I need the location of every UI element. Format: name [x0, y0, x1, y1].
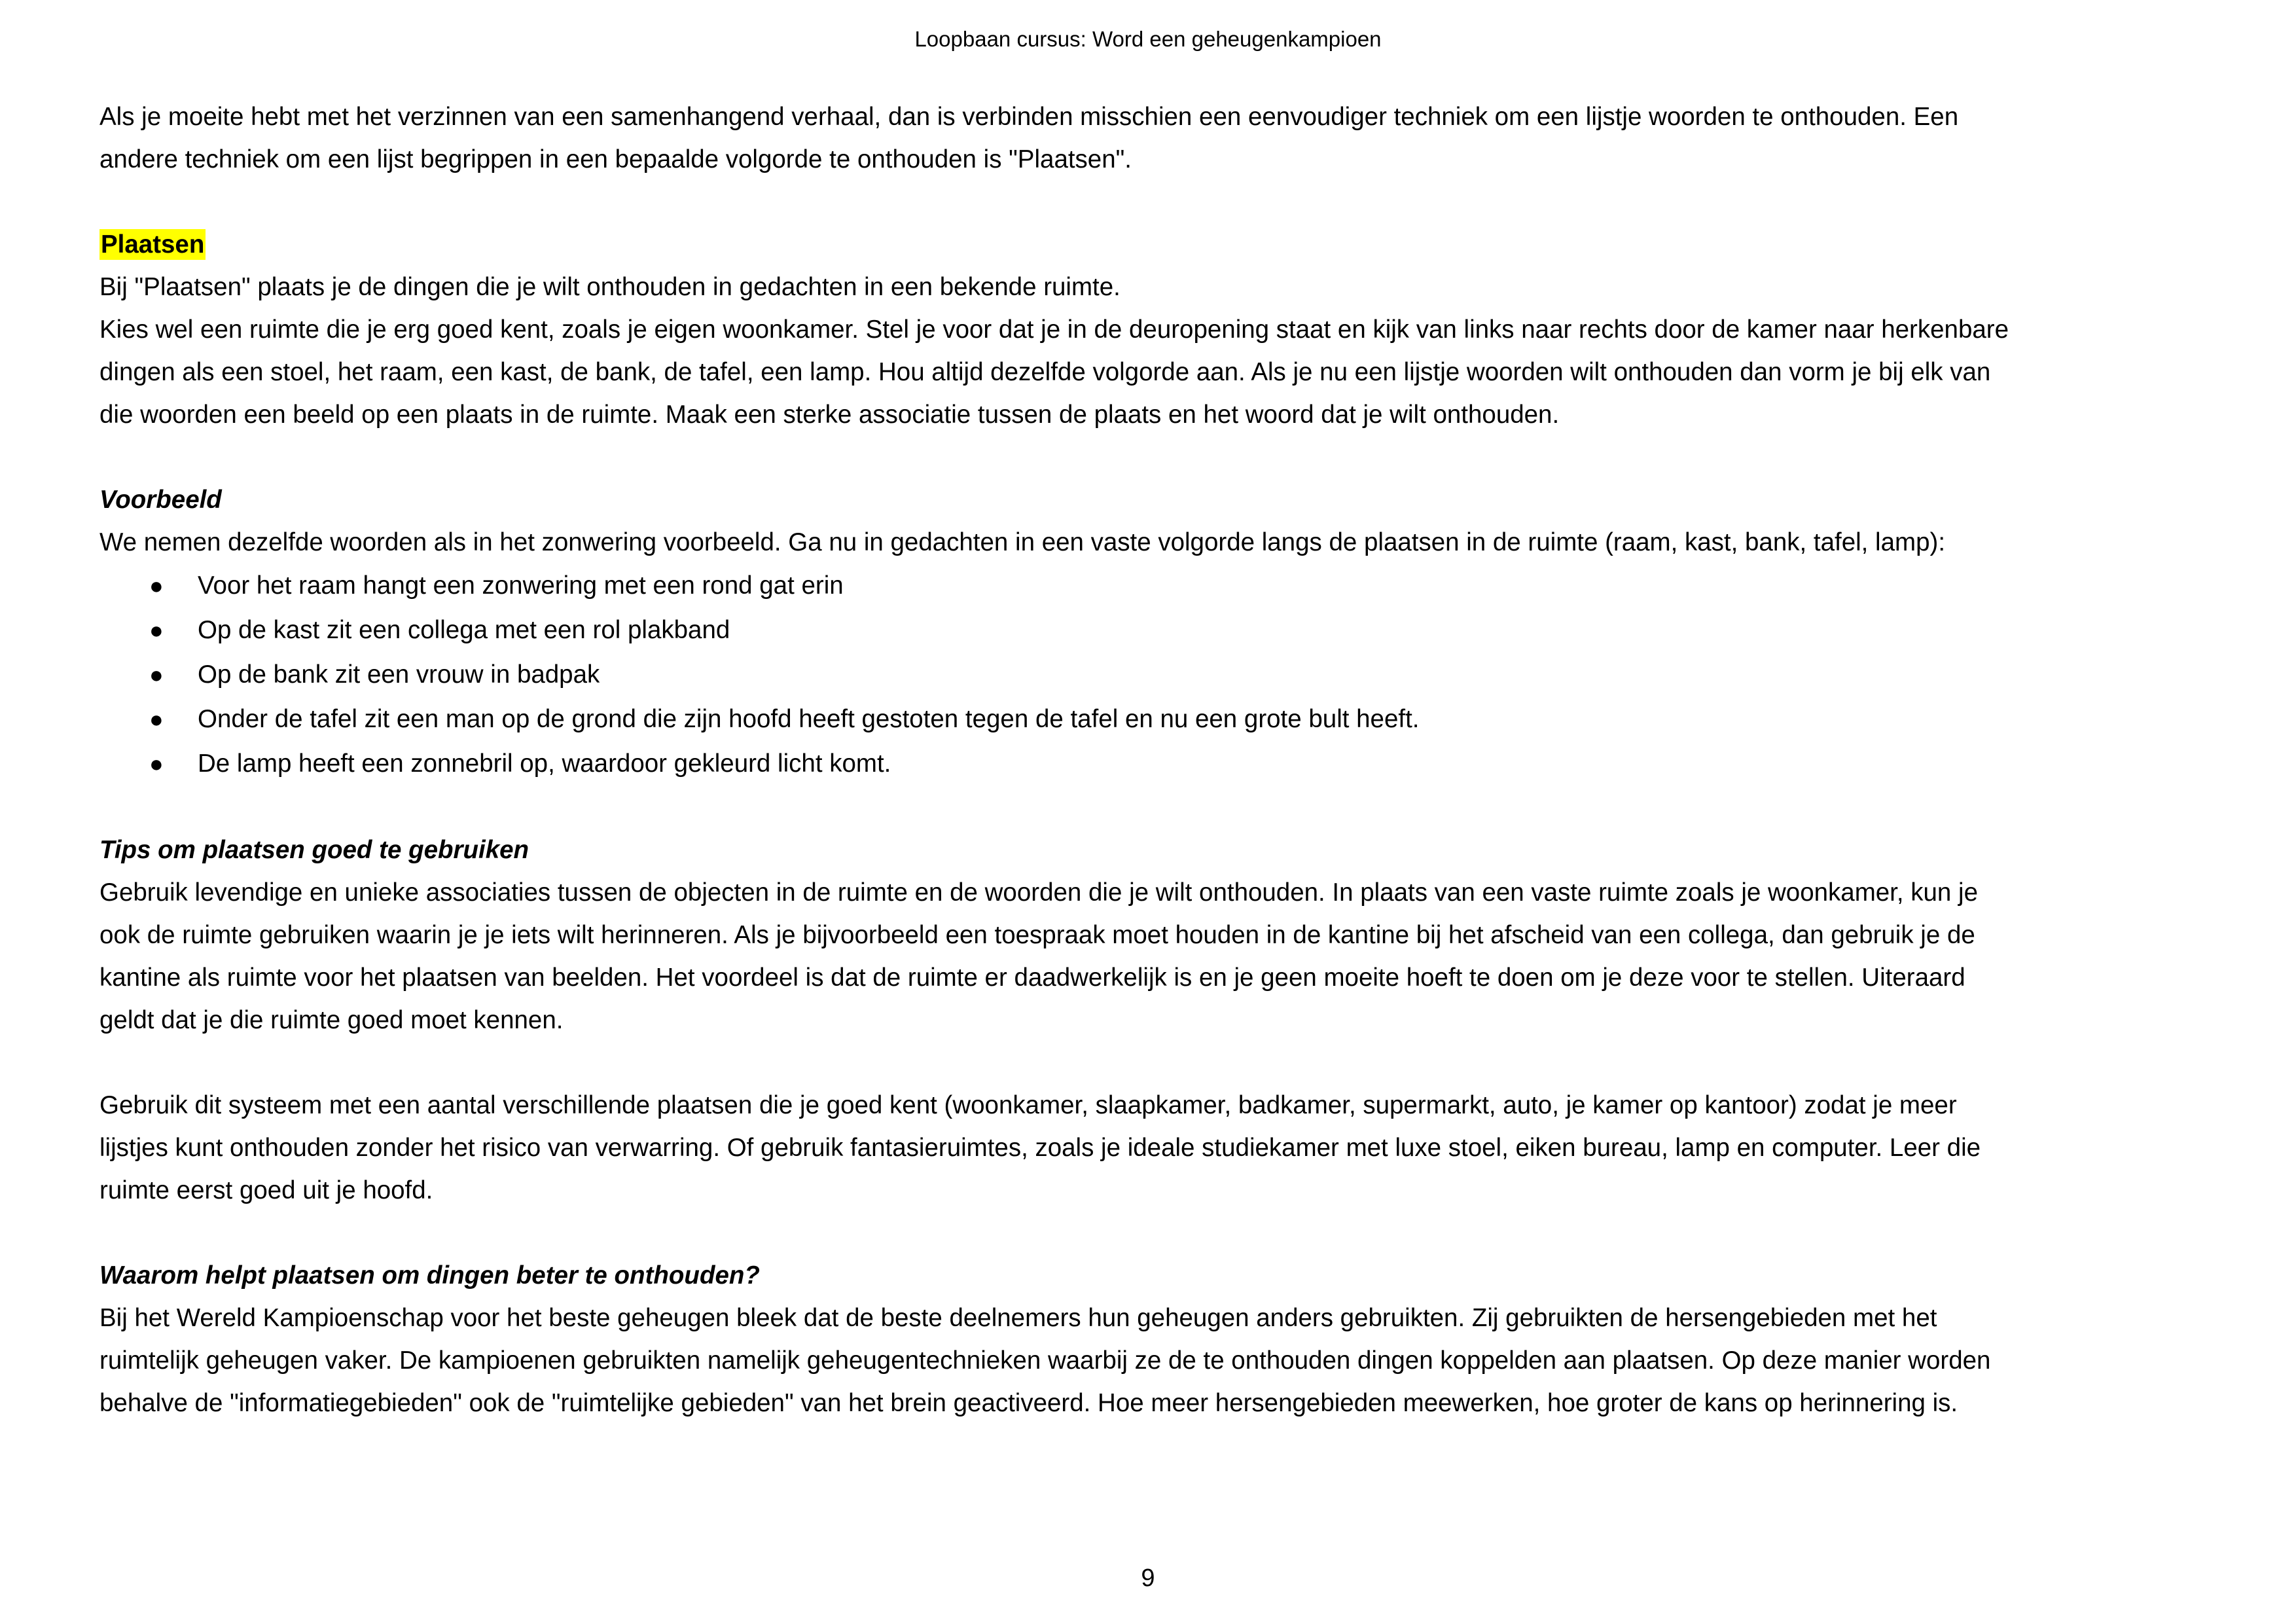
- bullet-icon: ●: [149, 661, 164, 688]
- document-body: [99, 96, 2207, 1424]
- list-item: [99, 608, 2207, 653]
- plaatsen-line: Bij "Plaatsen" plaats je de dingen die je wilt onthouden in gedachten in een bekende ruimte.: [99, 273, 1121, 301]
- paragraph-spacer: [99, 786, 2207, 829]
- plaatsen-line: Kies wel een ruimte die je erg goed kent, zoals je eigen woonkamer. Stel je voor dat je in de deuropening staat en kijk van links naar rechts door de kamer naar herkenbare: [99, 316, 2009, 344]
- section-heading-voorbeeld: Voorbeeld: [99, 486, 222, 514]
- list-item-text: Voor het raam hangt een zonwering met een rond gat erin: [198, 571, 844, 600]
- bullet-icon: ●: [149, 572, 164, 599]
- list-item-text: Onder de tafel zit een man op de grond die zijn hoofd heeft gestoten tegen de tafel en nu een grote bult heeft.: [198, 705, 1420, 733]
- list-item: [99, 653, 2207, 697]
- section-heading-tips: Tips om plaatsen goed te gebruiken: [99, 836, 529, 864]
- paragraph-spacer: [99, 1212, 2207, 1254]
- tips-line: ruimte eerst goed uit je hoofd.: [99, 1176, 433, 1204]
- highlighted-heading: Plaatsen: [101, 230, 205, 259]
- list-item: [99, 742, 2207, 786]
- bullet-icon: ●: [149, 617, 164, 643]
- bullet-icon: ●: [149, 706, 164, 732]
- intro-line: Als je moeite hebt met het verzinnen van een samenhangend verhaal, dan is verbinden misschien een eenvoudiger techniek om een lijstje woorden te onthouden. Een: [99, 103, 1959, 131]
- tips-line: geldt dat je die ruimte goed moet kennen.: [99, 1006, 564, 1034]
- list-item: [99, 564, 2207, 608]
- tips-line: lijstjes kunt onthouden zonder het risico van verwarring. Of gebruik fantasieruimtes, zoals je ideale studiekamer met luxe stoel, eiken bureau, lamp en computer. Leer die: [99, 1134, 1981, 1162]
- tips-line: Gebruik dit systeem met een aantal verschillende plaatsen die je goed kent (woonkamer, slaapkamer, badkamer, supermarkt, auto, je kamer op kantoor) zodat je meer: [99, 1091, 1957, 1119]
- paragraph-spacer: [99, 181, 2207, 223]
- paragraph-spacer: [99, 1041, 2207, 1084]
- tips-line: kantine als ruimte voor het plaatsen van beelden. Het voordeel is dat de ruimte er daadwerkelijk is en je geen moeite hoeft te doen om je deze voor te stellen. Uiteraard: [99, 964, 1965, 992]
- page-number: 9: [1141, 1564, 1155, 1592]
- intro-line: andere techniek om een lijst begrippen in een bepaalde volgorde te onthouden is "Plaatsen".: [99, 145, 1132, 173]
- waarom-line: Bij het Wereld Kampioenschap voor het beste geheugen bleek dat de beste deelnemers hun geheugen anders gebruikten. Zij gebruikten de hersengebieden met het: [99, 1304, 1937, 1332]
- voorbeeld-bullet-list: [99, 564, 2207, 786]
- tips-line: ook de ruimte gebruiken waarin je je iets wilt herinneren. Als je bijvoorbeeld een toespraak moet houden in de kantine bij het afscheid van een collega, dan gebruik je de: [99, 921, 1975, 949]
- section-heading-waarom: Waarom helpt plaatsen om dingen beter te onthouden?: [99, 1261, 760, 1290]
- list-item-text: De lamp heeft een zonnebril op, waardoor gekleurd licht komt.: [198, 749, 891, 778]
- list-item: [99, 697, 2207, 742]
- bullet-icon: ●: [149, 750, 164, 777]
- page-header: Loopbaan cursus: Word een geheugenkampioen: [914, 27, 1382, 51]
- section-heading-plaatsen: [99, 223, 2207, 266]
- voorbeeld-line: We nemen dezelfde woorden als in het zonwering voorbeeld. Ga nu in gedachten in een vaste volgorde langs de plaatsen in de ruimte (raam, kast, bank, tafel, lamp):: [99, 528, 1946, 556]
- plaatsen-line: die woorden een beeld op een plaats in de ruimte. Maak een sterke associatie tussen de plaats en het woord dat je wilt onthouden.: [99, 401, 1560, 429]
- tips-line: Gebruik levendige en unieke associaties tussen de objecten in de ruimte en de woorden die je wilt onthouden. In plaats van een vaste ruimte zoals je woonkamer, kun je: [99, 878, 1978, 907]
- paragraph-spacer: [99, 436, 2207, 478]
- waarom-line: ruimtelijk geheugen vaker. De kampioenen gebruikten namelijk geheugentechnieken waarbij ze de te onthouden dingen koppelden aan plaatsen. Op deze manier worden: [99, 1346, 1991, 1375]
- list-item-text: Op de kast zit een collega met een rol plakband: [198, 616, 730, 644]
- waarom-line: behalve de "informatiegebieden" ook de "ruimtelijke gebieden" van het brein geactiveerd. Hoe meer hersengebieden meewerken, hoe groter de kans op herinnering is.: [99, 1389, 1958, 1417]
- plaatsen-line: dingen als een stoel, het raam, een kast, de bank, de tafel, een lamp. Hou altijd dezelfde volgorde aan. Als je nu een lijstje woorden wilt onthouden dan vorm je bij elk van: [99, 358, 1991, 386]
- list-item-text: Op de bank zit een vrouw in badpak: [198, 660, 600, 689]
